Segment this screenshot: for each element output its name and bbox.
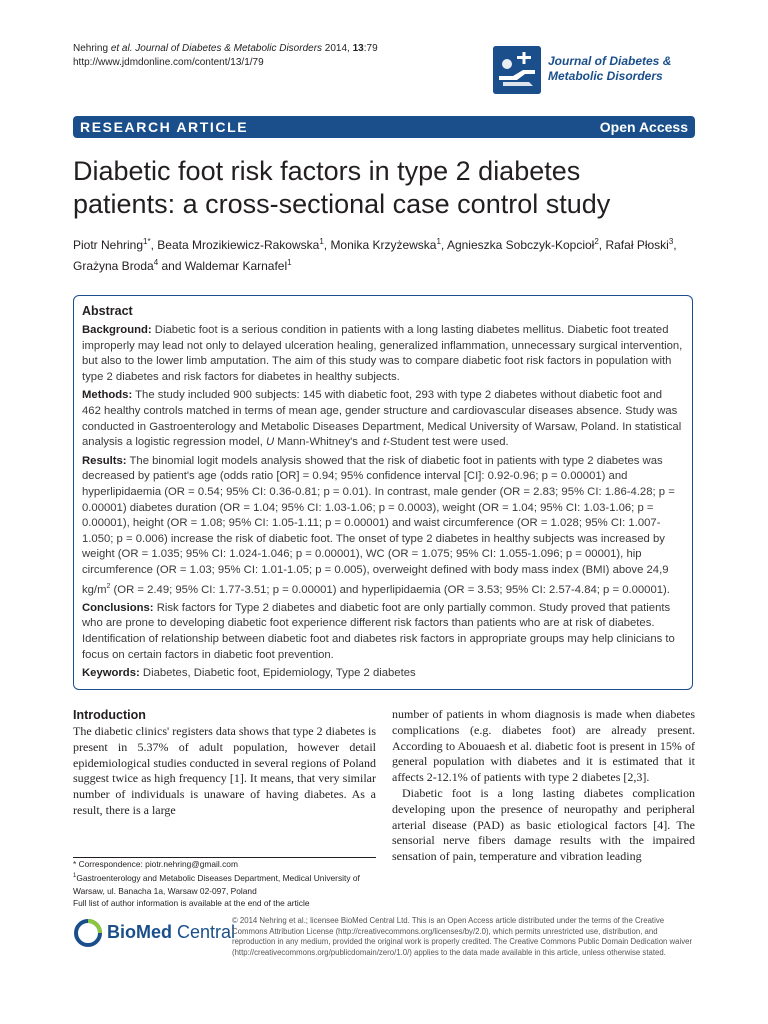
research-article-label: RESEARCH ARTICLE xyxy=(80,119,249,135)
intro-paragraph: Diabetic foot is a long lasting diabetes complication developing upon the presence of neuropathy and peripheral arterial disease (PAD) as basic etiological factors [4]. The sensorial nerve fibers damage results with the impaired sensation of pain, temperature and vibration leading xyxy=(392,785,695,864)
body-column-right xyxy=(392,707,695,865)
abstract-keywords: Keywords: Diabetes, Diabetic foot, Epidemiology, Type 2 diabetes xyxy=(82,667,416,680)
author: Agnieszka Sobczyk-Kopcioł$^2$ xyxy=(446,237,599,252)
intro-paragraph-continued: number of patients in whom diagnosis is made when diabetes complications (e.g. diabetes foot) are already present. According to Abouaesh et al. diabetic foot is present in 15% of general population with diabetes and it is estimated that it affects 2-12.1% of patients with type 2 diabetes [2,3]. xyxy=(392,707,695,785)
author: Waldemar Karnafel$^1$ xyxy=(184,258,292,273)
biomed-central-ring-icon xyxy=(73,918,103,948)
biomed-central-wordmark: BioMed Central xyxy=(107,922,236,942)
author: Monika Krzyżewska$^1$ xyxy=(330,237,441,252)
journal-logo-text: Journal of Diabetes & Metabolic Disorders xyxy=(548,54,672,83)
abstract-heading: Abstract xyxy=(82,304,133,318)
author: Piotr Nehring$^{1*}$ xyxy=(73,237,151,252)
author: Beata Mrozikiewicz-Rakowska$^1$ xyxy=(157,237,324,252)
abstract-background: Background: Diabetic foot is a serious condition in patients with a long lasting diabetes mellitus. Diabetic foot treated improperly may lead not only to delayed ulceration healing, generalized inflammation, unnecessary surgical intervention, but also to the lower limb amputation. The aim of this study was to compare diabetic foot risk factors in population with type 2 diabetes and risk factors for diabetes in healthy subjects. xyxy=(82,324,683,383)
hand-balance-icon xyxy=(493,46,541,94)
abstract-conclusions: Conclusions: Risk factors for Type 2 diabetes and diabetic foot are only partially common. Study proved that patients who are prone to developing diabetic foot experience different risk factors than patients who are at risk of diabetes. Identification of relationship between diabetic foot and diabetes risk factors in appropriate groups may help clinicians to focus on certain factors in diabetic foot prevention. xyxy=(82,601,675,661)
affiliation: $^1$Gastroenterology and Metabolic Diseases Department, Medical University of Warsaw, ul. Banacha 1a, Warsaw 02-097, Poland xyxy=(73,873,360,896)
introduction-heading: Introduction xyxy=(73,708,146,722)
biomed-central-logo[interactable] xyxy=(73,915,236,951)
article-type-banner xyxy=(73,116,695,138)
open-access-label: Open Access xyxy=(599,119,688,135)
author-list: Piotr Nehring$^{1*}$, Beata Mrozikiewicz-Rakowska$^1$, Monika Krzyżewska$^1$, Agnieszka Sobczyk-Kopcioł$^2$, Rafał Płoski$^3$, Grażyna Broda$^4$ and Waldemar Karnafel$^1$ xyxy=(73,237,677,273)
article-title: Diabetic foot risk factors in type 2 diabetes patients: a cross-sectional case control study xyxy=(73,156,611,219)
author-info-note: Full list of author information is available at the end of the article xyxy=(73,898,310,909)
citation-url-link[interactable]: http://www.jdmdonline.com/content/13/1/79 xyxy=(73,57,264,68)
intro-paragraph: The diabetic clinics' registers data shows that type 2 diabetes is present in 5.37% of adult population, however detail epidemiological studies conducted in several regions of Poland suggest twice as high frequency [1]. It means, that very similar number of individuals is unaware of having diabetes. As a result, there is a large xyxy=(73,724,376,817)
abstract-methods: Methods: The study included 900 subjects: 145 with diabetic foot, 293 with type 2 diabetes without diabetic foot and 462 healthy controls matched in terms of mean age, gender structure and cardiovascular diseases absence. Study was conducted in Gastroenterology and Metabolic Diseases Department, Medical University of Warsaw, Poland. In statistical analysis a logistic regression model, U Mann-Whitney's and t-Student test were used. xyxy=(82,389,682,449)
author: Grażyna Broda$^4$ xyxy=(73,258,159,273)
license-text: © 2014 Nehring et al.; licensee BioMed Central Ltd. This is an Open Access article distributed under the terms of the Creative Commons Attribution License (http://creativecommons.org/licenses/by/2.0), which permits unrestricted use, distribution, and reproduction in any medium, provided the original work is properly credited. The Creative Commons Public Domain Dedication waiver (http://creativecommons.org/publicdomain/zero/1.0/) applies to the data made available in this article, unless otherwise stated. xyxy=(232,916,693,957)
journal-logo[interactable] xyxy=(493,46,703,96)
citation-header xyxy=(73,42,378,70)
abstract-results: Results: The binomial logit models analysis showed that the risk of diabetic foot in patients with type 2 diabetes was decreased by patient's age (odds ratio [OR] = 0.94; 95% confidence interval [CI]: 0.92-0.96; p = 0.00001) and hyperlipidaemia (OR = 0.54; 95% CI: 0.36-0.81; p = 0.01). In contrast, male gender (OR = 2.83; 95% CI: 1.86-4.28; p = 0.00001) diabetes duration (OR = 1.04; 95% CI: 1.03-1.06; p = 0.0003), weight (OR = 1.04; 95% CI: 1.03-1.06; p = 0.00001), height (OR = 1.08; 95% CI: 1.05-1.11; p = 0.00001) and waist circumference (OR = 1.028; 95% CI: 1.007-1.050; p = 0.006) increase the risk of diabetic foot. The onset of type 2 diabetes in healthy subjects was increased by weight (OR = 1.035; 95% CI: 1.024-1.046; p = 0.00001), WC (OR = 1.075; 95% CI: 1.055-1.096; p = 00001), hip circumference (OR = 1.03; 95% CI: 1.01-1.05; p = 0.005), overweight defined with body mass index (BMI) above 24,9 $kg/m^2$ (OR = 2.49; 95% CI: 1.77-3.51; p = 0.00001) and hyperlipidaemia (OR = 3.53; 95% CI: 2.57-4.84; p = 0.00001). xyxy=(82,454,675,596)
citation-line: Nehring et al. Journal of Diabetes & Metabolic Disorders 2014, 13:79 xyxy=(73,43,378,54)
footnote xyxy=(73,858,383,909)
abstract-box xyxy=(73,295,693,690)
correspondence[interactable]: * Correspondence: piotr.nehring@gmail.com xyxy=(73,859,238,869)
abstract-body xyxy=(82,323,684,685)
body-column-left xyxy=(73,707,376,819)
author: Rafał Płoski$^3$ xyxy=(605,237,674,252)
